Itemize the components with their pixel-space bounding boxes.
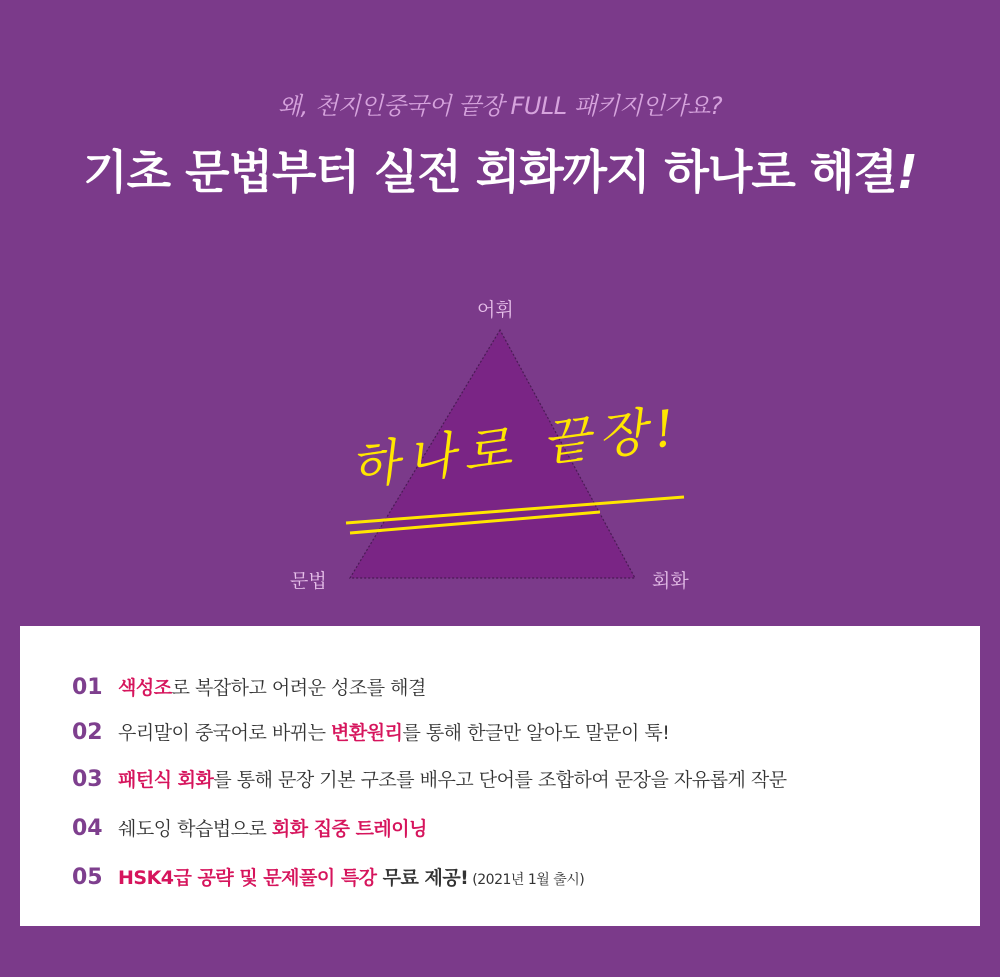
- feature-number: 05: [72, 865, 103, 890]
- subtitle: 왜, 천지인중국어 끝장 FULL 패키지인가요?: [277, 92, 723, 120]
- vertex-label-vocabulary: 어휘: [477, 299, 514, 321]
- feature-highlight: 패턴식 회화: [118, 769, 214, 791]
- feature-item-4: [72, 814, 427, 841]
- feature-item-3: [72, 765, 787, 792]
- feature-number: 01: [72, 675, 103, 700]
- feature-highlight: 색성조: [118, 677, 172, 699]
- feature-text: 로 복잡하고 어려운 성조를 해결: [171, 677, 426, 699]
- slogan: 하나로 끝장!: [347, 398, 686, 497]
- feature-strong-text: 무료 제공!: [376, 867, 469, 889]
- feature-text: 를 통해 문장 기본 구조를 배우고 단어를 조합하여 문장을 자유롭게 작문: [213, 769, 787, 791]
- feature-text: 를 통해 한글만 알아도 말문이 툭!: [402, 722, 670, 744]
- headline-text: 기초 문법부터 실전 회화까지 하나로 해결: [83, 145, 897, 199]
- feature-release-note: (2021년 1월 출시): [468, 872, 585, 888]
- vertex-label-grammar: 문법: [290, 570, 327, 592]
- feature-highlight: HSK4급 공략 및 문제풀이 특강: [118, 867, 377, 889]
- feature-item-2: [72, 718, 669, 745]
- feature-text-pre: 우리말이 중국어로 바뀌는: [118, 722, 332, 744]
- feature-number: 04: [72, 816, 103, 841]
- feature-highlight: 변환원리: [331, 722, 403, 744]
- headline-exclamation: !: [896, 145, 917, 199]
- feature-number: 02: [72, 720, 103, 745]
- feature-text-pre: 쉐도잉 학습법으로: [118, 818, 272, 840]
- vertex-label-conversation: 회화: [652, 570, 689, 592]
- feature-number: 03: [72, 767, 103, 792]
- feature-item-1: [72, 673, 426, 700]
- feature-item-5: [72, 863, 584, 890]
- features-panel: [20, 626, 980, 926]
- feature-highlight: 회화 집중 트레이닝: [271, 818, 427, 840]
